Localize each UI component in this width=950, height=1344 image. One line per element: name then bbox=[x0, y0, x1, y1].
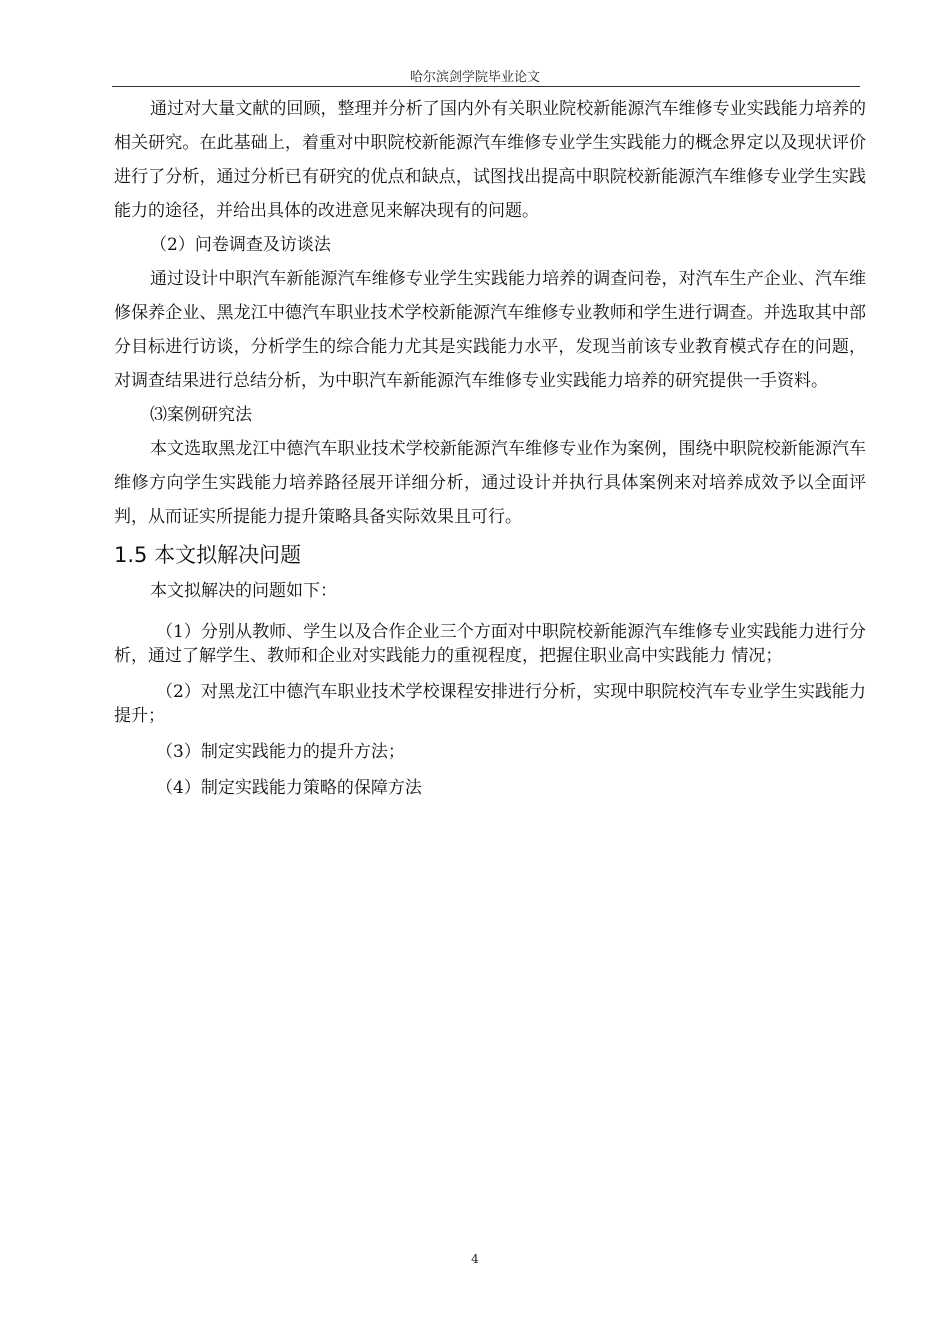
list-item: （4）制定实践能力策略的保障方法 bbox=[156, 778, 422, 798]
section-heading: 1.5 本文拟解决问题 bbox=[114, 543, 302, 567]
header-title: 哈尔滨剑学院毕业论文 bbox=[409, 70, 540, 85]
page-number: 4 bbox=[471, 1252, 479, 1266]
section-intro: 本文拟解决的问题如下： bbox=[150, 581, 337, 601]
body-paragraph-case-study: 本文选取黑龙江中德汽车职业技术学校新能源汽车维修专业作为案例，围绕中职院校新能源汽车维修方向学生实践能力培养路径展开详细分析，通过设计并执行具体案例来对培养成效予以全面评判，从而证实所提能力提升策略具备实际效果且可行。 bbox=[114, 439, 866, 527]
body-paragraph-survey: 通过设计中职汽车新能源汽车维修专业学生实践能力培养的调查问卷，对汽车生产企业、汽车维修保养企业、黑龙江中德汽车职业技术学校新能源汽车维修专业教师和学生进行调查。并选取其中部分目标进行访谈，分析学生的综合能力尤其是实践能力水平，发现当前该专业教育模式存在的问题，对调查结果进行总结分析，为中职汽车新能源汽车维修专业实践能力培养的研究提供一手资料。 bbox=[114, 269, 866, 391]
page-content bbox=[114, 92, 866, 800]
method-label-case-study: ⑶案例研究法 bbox=[150, 405, 252, 425]
body-paragraph-literature: 通过对大量文献的回顾，整理并分析了国内外有关职业院校新能源汽车维修专业实践能力培养的相关研究。在此基础上，着重对中职院校新能源汽车维修专业学生实践能力的概念界定以及现状评价进行了分析，通过分析已有研究的优点和缺点，试图找出提高中职院校新能源汽车维修专业学生实践能力的途径，并给出具体的改进意见来解决现有的问题。 bbox=[114, 99, 866, 221]
list-item: （3）制定实践能力的提升方法； bbox=[156, 742, 405, 762]
method-label-survey: （2）问卷调查及访谈法 bbox=[150, 235, 331, 255]
header-divider bbox=[112, 86, 860, 87]
list-item: （1）分别从教师、学生以及合作企业三个方面对中职院校新能源汽车维修专业实践能力进行分析，通过了解学生、教师和企业对实践能力的重视程度，把握住职业高中实践能力 情况； bbox=[114, 622, 866, 666]
list-item: （2）对黑龙江中德汽车职业技术学校课程安排进行分析，实现中职院校汽车专业学生实践能力提升； bbox=[114, 682, 866, 726]
